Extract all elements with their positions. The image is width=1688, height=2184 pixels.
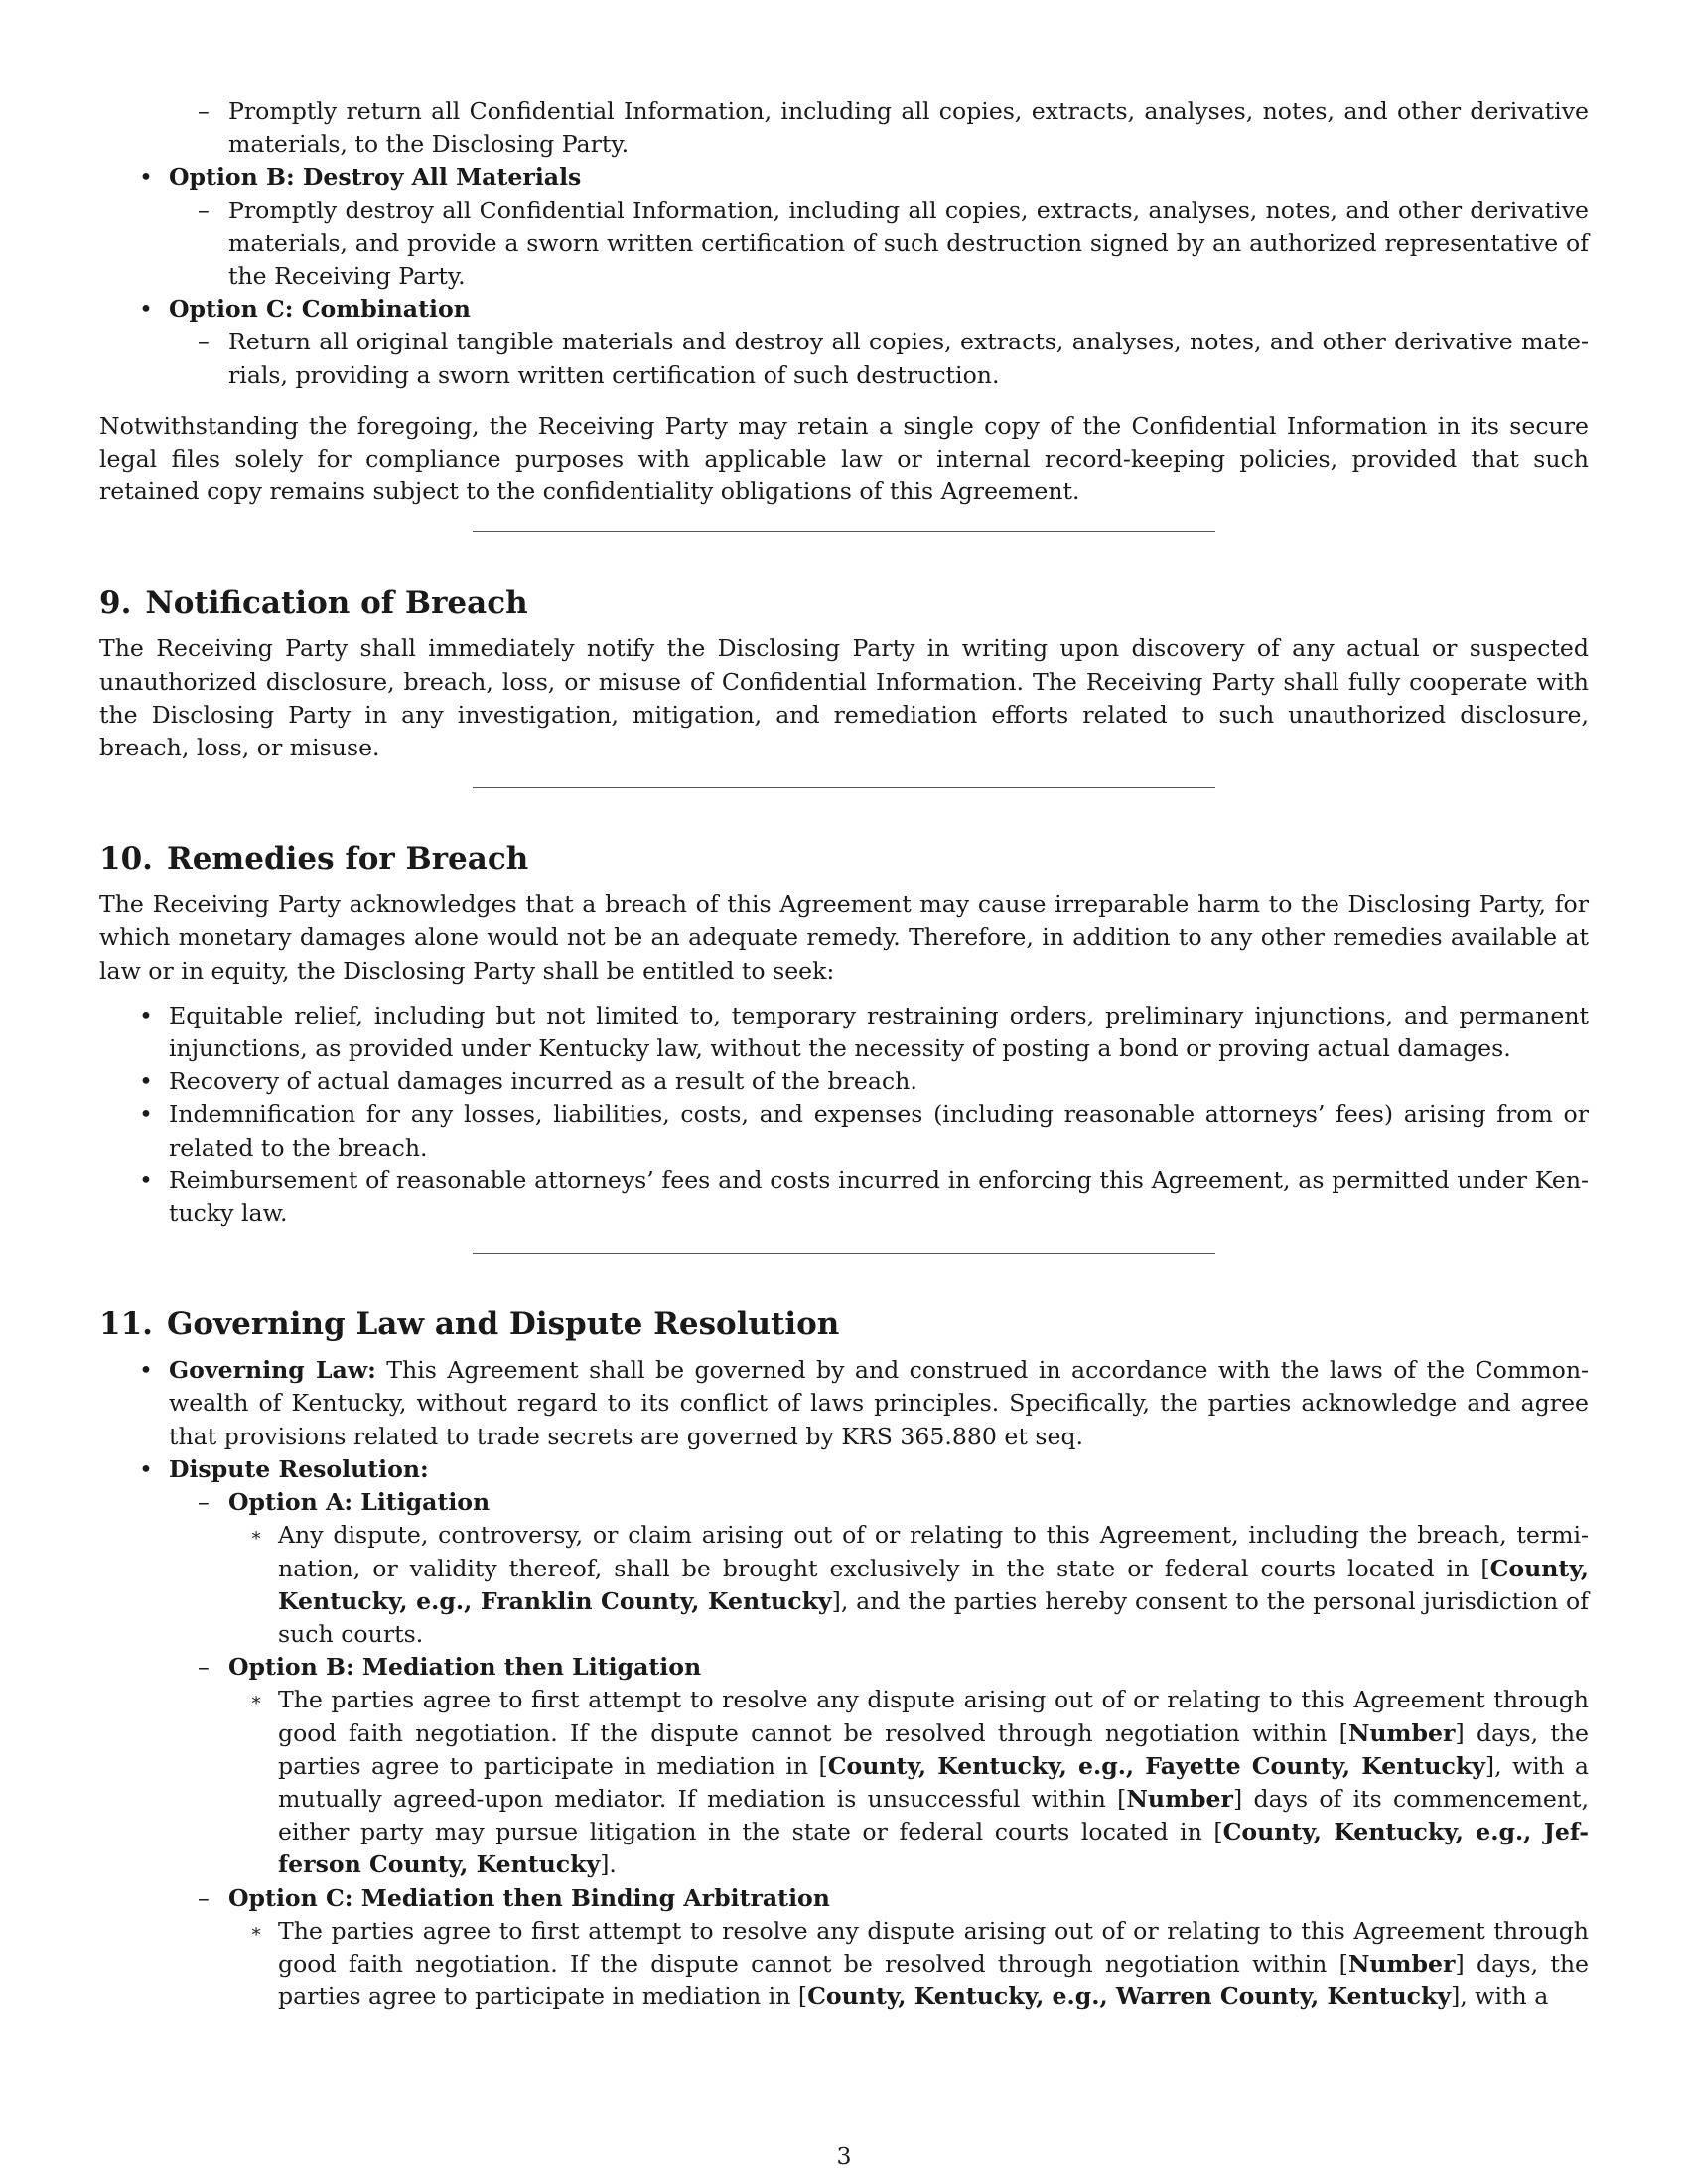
dash-marker: –	[198, 196, 210, 224]
remedies-list	[99, 1000, 1589, 1230]
list-item: • Equitable relief, including but not limited to, temporary restraining orders, preliminary injunctions, and permanent injunctions, as provided under Kentucky law, without the necessity of posting a bond or proving actual damages.	[139, 1001, 1589, 1063]
list-item: ∗ The parties agree to first attempt to resolve any dispute arising out of or relating to this Agreement through good faith negotiation. If the dispute cannot be resolved through negotiation within [Number] days, the parties agree to participate in mediation in [County, Kentucky, e.g., Warren County, Kentucky], with a	[250, 1916, 1590, 2011]
section-divider	[473, 531, 1215, 532]
option-label: Option C: Combination	[169, 295, 471, 324]
governing-law-list	[99, 1354, 1589, 2013]
list-item: – Option B: Mediation then Litigation	[99, 1651, 1589, 1684]
bullet-marker: •	[139, 1356, 153, 1385]
list-item: – Promptly destroy all Confidential Information, including all copies, extracts, analyses, notes, and other derivative materials, and provide a sworn written certification of such destruction signed by an authorized representative of the Receiving Party.	[198, 196, 1589, 291]
list-item: ∗ The parties agree to first attempt to resolve any dispute arising out of or relating to this Agreement through good faith negotiation. If the dispute cannot be resolved through negotiation within [Number] days, the parties agree to participate in mediation in [County, Kentucky, e.g., Fayette County, Kentucky], with a mutually agreed-upon mediator. If mediation is unsuccessful within [Number] days of its commencement, either party may pursue litigation in the state or federal courts located in [County, Kentucky, e.g., Jef-ferson County, Kentucky].	[250, 1686, 1590, 1879]
list-item: • Reimbursement of reasonable attorneys’ fees and costs incurred in enforcing this Agreement, as permitted under Ken-tucky law.	[139, 1165, 1589, 1228]
page-number: 3	[836, 2142, 852, 2170]
star-marker: ∗	[250, 1525, 263, 1547]
section-heading: 9. Notification of Breach	[99, 585, 528, 621]
bullet-marker: •	[139, 1165, 153, 1194]
bullet-marker: •	[139, 1067, 153, 1096]
dash-marker: –	[198, 1653, 210, 1682]
section-body: The Receiving Party shall immediately notify the Disclosing Party in writing upon discovery of any actual or suspected unauthorized disclosure, breach, loss, or misuse of Confidential Information. The Receiving Party shall fully cooperate with the Disclosing Party in any investigation, mitigation, and remediation efforts related to such unauthorized disclosure, breach, loss, or misuse.	[99, 634, 1589, 762]
dash-marker: –	[198, 328, 210, 356]
bullet-marker: •	[139, 1454, 153, 1483]
list-item	[99, 293, 1589, 326]
section-heading: 10. Remedies for Breach	[99, 841, 529, 878]
list-item: – Promptly return all Confidential Information, including all copies, extracts, analyses, notes, and other derivative materials, to the Disclosing Party.	[198, 97, 1589, 159]
dash-marker: –	[198, 1883, 210, 1912]
section-divider	[473, 787, 1215, 788]
bullet-marker: •	[139, 1100, 153, 1129]
list-item: • Indemnification for any losses, liabilities, costs, and expenses (including reasonable attorneys’ fees) arising from or related to the breach.	[139, 1100, 1589, 1161]
bullet-marker: •	[139, 295, 153, 324]
section-heading: 11. Governing Law and Dispute Resolution	[99, 1306, 840, 1343]
list-item: – Option A: Litigation	[99, 1486, 1589, 1519]
list-item: • Governing Law: This Agreement shall be governed by and construed in accordance with the laws of the Common-wealth of Kentucky, without regard to its conflict of laws principles. Specifically, the parties acknowledge and agree that provisions related to trade secrets are governed by KRS 365.880 et seq.	[139, 1356, 1589, 1450]
list-item: • Dispute Resolution:	[99, 1453, 1589, 1486]
return-options-list	[99, 95, 1589, 392]
list-item: ∗ Any dispute, controversy, or claim arising out of or relating to this Agreement, including the breach, termi-nation, or validity thereof, shall be brought exclusively in the state or federal courts located in [County, Kentucky, e.g., Franklin County, Kentucky], and the parties hereby consent to the personal jurisdiction of such courts.	[250, 1521, 1589, 1648]
section-divider	[473, 1253, 1215, 1254]
list-item: • Recovery of actual damages incurred as a result of the breach.	[99, 1065, 1589, 1098]
list-item: – Option C: Mediation then Binding Arbitration	[99, 1882, 1589, 1915]
option-label: Option B: Destroy All Materials	[169, 163, 582, 192]
section-intro: The Receiving Party acknowledges that a breach of this Agreement may cause irreparable harm to the Disclosing Party, for which monetary damages alone would not be an adequate remedy. Therefore, in addition to any other remedies available at law or in equity, the Disclosing Party shall be entitled to seek:	[99, 890, 1589, 985]
star-marker: ∗	[250, 1690, 263, 1711]
retention-paragraph: Notwithstanding the foregoing, the Receiving Party may retain a single copy of the Confidential Information in its secure legal files solely for compliance purposes with applicable law or internal record-keeping policies, provided that such retained copy remains subject to the confidentiality obligations of this Agreement.	[99, 411, 1589, 506]
dash-marker: –	[198, 97, 210, 125]
dash-marker: –	[198, 1488, 210, 1517]
document-page	[99, 95, 1589, 2013]
bullet-marker: •	[139, 1001, 153, 1029]
star-marker: ∗	[250, 1920, 263, 1942]
list-item: – Return all original tangible materials and destroy all copies, extracts, analyses, notes, and other derivative mate-rials, providing a sworn written certification of such destruction.	[198, 328, 1589, 389]
bullet-marker: •	[139, 163, 153, 192]
list-item	[99, 161, 1589, 194]
